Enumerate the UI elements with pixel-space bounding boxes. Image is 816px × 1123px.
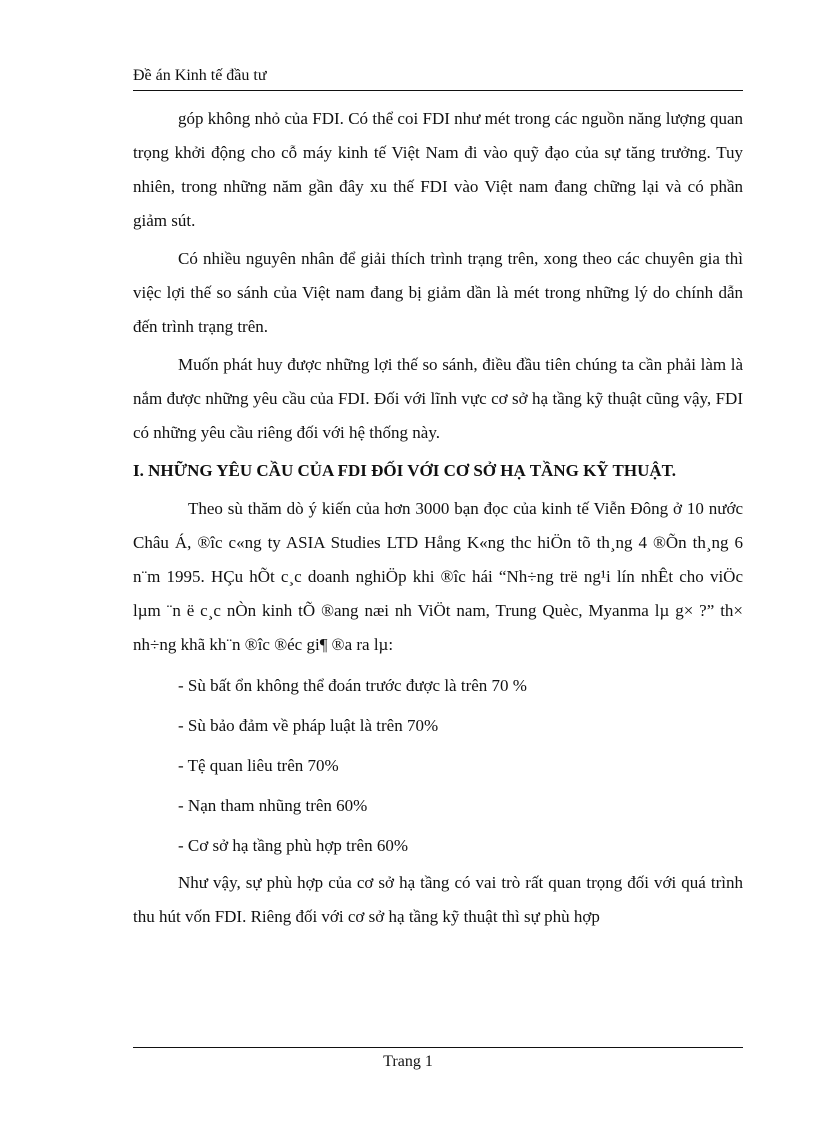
list-item: - Cơ sở hạ tầng phù hợp trên 60% xyxy=(178,836,408,855)
footer-divider xyxy=(133,1047,743,1048)
list-item: - Sù bất ổn không thể đoán trước được là trên 70 % xyxy=(178,676,527,695)
list-item: - Nạn tham nhũng trên 60% xyxy=(178,796,368,815)
list-item: - Sù bảo đảm về pháp luật là trên 70% xyxy=(178,716,439,735)
document-header-title: Đề án Kinh tế đầu tư xyxy=(133,67,267,84)
list-item: - Tệ quan liêu trên 70% xyxy=(178,756,339,775)
header-divider xyxy=(133,90,743,91)
section-heading: I. NHỮNG YÊU CẦU CỦA FDI ĐỐI VỚI CƠ SỞ HẠ TẦNG KỸ THUẬT. xyxy=(133,461,676,480)
paragraph-survey: Theo sù thăm dò ý kiến của hơn 3000 bạn đọc của kinh tế Viễn Đông ở 10 nước Châu Á, ®îc c«ng ty ASIA Studies LTD Hång K«ng thc hiÖn tõ th¸ng 4 ®Õn th¸ng 6 n¨m 1995. HÇu hÕt c¸c doanh nghiÖp khi ®îc hái “Nh÷ng trë ng¹i lín nhÊt cho viÖc lµm ¨n ë c¸c nÒn kinh tÕ ®ang næi nh ViÖt nam, Trung Quèc, Myanma lµ g× ?” th× nh÷ng khã kh¨n ®îc ®éc gi¶ ®a ra lµ: xyxy=(133,499,743,654)
paragraph-reasons: Có nhiều nguyên nhân để giải thích trình trạng trên, xong theo các chuyên gia thì việc lợi thế so sánh của Việt nam đang bị giảm dần là mét trong những lý do chính dẫn đến trình trạng trên. xyxy=(133,249,743,336)
document-body xyxy=(133,102,743,938)
paragraph-conclusion: Như vậy, sự phù hợp của cơ sở hạ tầng có vai trò rất quan trọng đối với quá trình thu hút vốn FDI. Riêng đối với cơ sở hạ tầng kỹ thuật thì sự phù hợp xyxy=(133,873,743,926)
paragraph-fdi-contribution: góp không nhỏ của FDI. Có thể coi FDI như mét trong các nguồn năng lượng quan trọng khởi động cho cỗ máy kinh tế Việt Nam đi vào quỹ đạo của sự tăng trưởng. Tuy nhiên, trong những năm gần đây xu thế FDI vào Việt nam đang chững lại và có phần giảm sút. xyxy=(133,109,743,230)
paragraph-comparative-advantage: Muốn phát huy được những lợi thế so sánh, điều đầu tiên chúng ta cần phải làm là nắm được những yêu cầu của FDI. Đối với lĩnh vực cơ sở hạ tầng kỹ thuật cũng vậy, FDI có những yêu cầu riêng đối với hệ thống này. xyxy=(133,355,743,442)
page-number: Trang 1 xyxy=(383,1053,433,1070)
